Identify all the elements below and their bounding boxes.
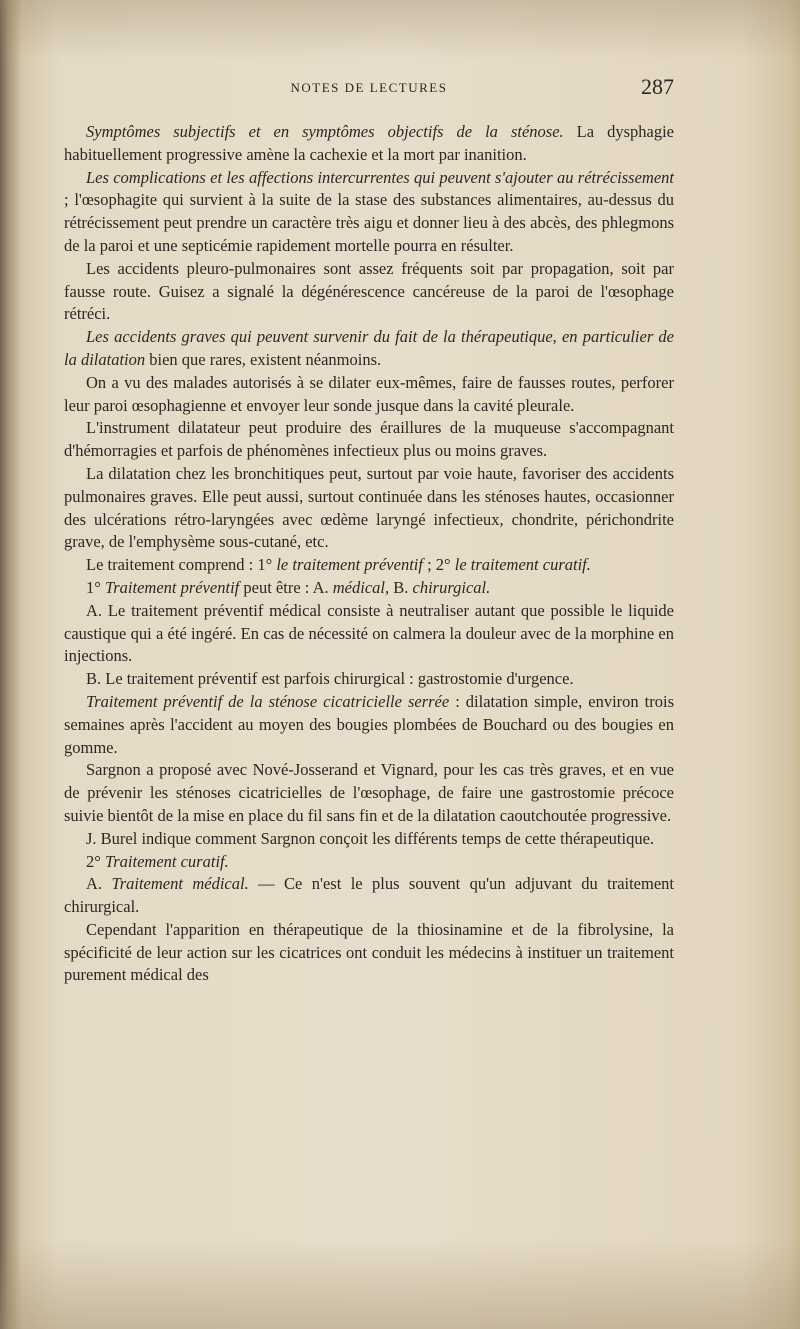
paragraph [64, 463, 674, 554]
paragraph [64, 167, 674, 258]
text-run: 1° [86, 577, 105, 597]
paragraph [64, 600, 674, 668]
italic-run: et en symptômes objectifs de la sténose. [235, 122, 564, 141]
text-run: bien que rares, existent néanmoins. [145, 349, 382, 369]
page-header [64, 74, 674, 104]
paragraph [64, 873, 674, 919]
paragraph [64, 668, 674, 691]
page-number: 287 [641, 74, 674, 99]
text-run: On a vu des malades autorisés à se dilater eux-mêmes, faire de fausses routes, perforer leur paroi œsophagienne et envoyer leur sonde jusque dans la cavité pleurale. [64, 372, 674, 415]
running-title: NOTES DE LECTURES [290, 80, 448, 95]
body-text [64, 121, 674, 987]
paragraph [64, 851, 674, 874]
paragraph [64, 554, 674, 577]
paragraph [64, 372, 674, 418]
paragraph [64, 577, 674, 600]
text-run: Cependant l'apparition en thérapeutique de la thiosinamine et de la fibrolysine, la spécificité de leur action sur les cicatrices ont conduit les médecins à instituer un traitement purement médical des [64, 919, 674, 985]
italic-run: le traitement préventif [276, 555, 423, 575]
text-run: — Ce n'est le plus souvent qu'un adjuvant du traitement chirurgical. [64, 874, 675, 917]
paragraph [64, 326, 674, 372]
paragraph [64, 759, 674, 827]
paragraph [64, 417, 674, 463]
italic-run: Les accidents graves qui peuvent survenir du fait de la thérapeutique, en particulier de la dilatation [64, 327, 674, 369]
text-run: , B. [384, 577, 413, 597]
italic-run: le traitement curatif. [454, 555, 591, 575]
text-run: peut être : A. [239, 577, 333, 597]
italic-run: Traitement préventif [104, 577, 240, 597]
text-run: Les accidents pleuro-pulmonaires sont assez fréquents soit par propagation, soit par fausse route. Guisez a signalé la dégénérescence cancéreuse de la paroi de l'œsophage rétréci. [64, 258, 674, 324]
text-run: : dilatation simple, environ trois semaines après l'accident au moyen des bougies plombées de Bouchard ou des bougies en gomme. [64, 691, 674, 757]
text-run: J. Burel indique comment Sargnon conçoit les différents temps de cette thérapeutique. [86, 828, 655, 848]
text-run: A. Le traitement préventif médical consiste à neutraliser autant que possible le liquide caustique qui a été ingéré. En cas de nécessité on calmera la douleur avec de la morphine en injections. [64, 600, 674, 666]
paragraph [64, 258, 674, 326]
italic-run: Traitement curatif. [104, 851, 229, 871]
italic-run: Traitement préventif de la sténose cicatricielle serrée [86, 691, 450, 711]
text-run: ; 2° [422, 555, 455, 575]
text-run: Le traitement comprend : 1° [86, 555, 277, 575]
italic-run: médical [332, 577, 385, 597]
text-run: 2° [86, 851, 105, 871]
paragraph [64, 919, 674, 987]
italic-run: Traitement médical. [111, 874, 249, 894]
text-run: La dysphagie habituellement progressive amène la cachexie et la mort par inanition. [64, 122, 675, 164]
paragraph [64, 121, 674, 167]
italic-run: Symptômes subjectifs [86, 122, 236, 141]
paragraph [64, 828, 674, 851]
italic-run: Les complications et les affections intercurrentes qui peuvent s'ajouter au rétrécissement [86, 167, 674, 187]
italic-run: chirurgical. [412, 577, 491, 597]
text-run: A. [86, 874, 112, 894]
paragraph [64, 691, 674, 759]
text-run: La dilatation chez les bronchitiques peut, surtout par voie haute, favoriser des accidents pulmonaires graves. Elle peut aussi, surtout continuée dans les sténoses hautes, occasionner des ulcérations rétro-laryngées avec œdème laryngé infectieux, chondrite, périchondrite grave, de l'emphysème sous-cutané, etc. [64, 463, 674, 552]
text-run: Sargnon a proposé avec Nové-Josserand et Vignard, pour les cas très graves, et en vue de prévenir les sténoses cicatricielles de l'œsophage, de faire une gastrostomie précoce suivie bientôt de la mise en place du fil sans fin et de la dilatation caoutchoutée progressive. [64, 760, 674, 825]
text-run: L'instrument dilatateur peut produire des éraillures de la muqueuse s'accompagnant d'hémorragies et parfois de phénomènes infectieux plus ou moins graves. [64, 418, 674, 461]
text-run: ; l'œsophagite qui survient à la suite de la stase des substances alimentaires, au-dessus du rétrécissement peut prendre un caractère très aigu et donner lieu à des abcès, des phlegmons de la paroi et une septicémie rapidement mortelle pourra en résulter. [64, 190, 674, 255]
text-run: B. Le traitement préventif est parfois chirurgical : gastrostomie d'urgence. [86, 669, 574, 689]
